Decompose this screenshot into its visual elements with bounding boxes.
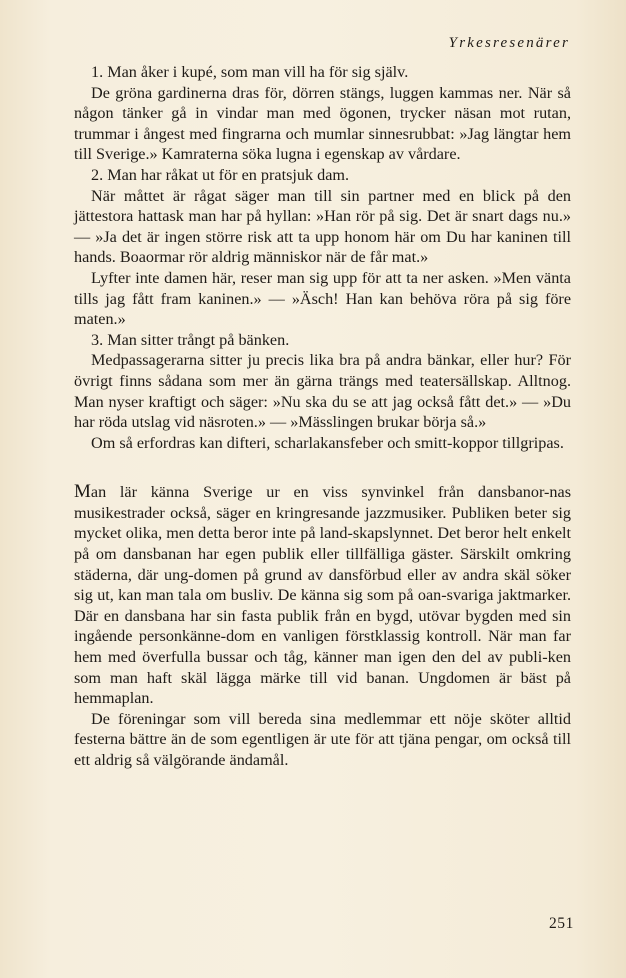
section-one-paragraph-8: Om så erfordras kan difteri, scharlakansfeber och smitt-koppor tillgripas. <box>91 433 564 452</box>
section-one-paragraph-2: De gröna gardinerna dras för, dörren stängs, luggen kammas ner. När så någon tänker gå in vindar man med ögonen, trycker näsan mot rutan, trummar i ångest med fingrarna och mumlar sinnesrubbat: »Jag längtar hem till Sverige.» Kamraterna söka lugna i egenskap av vårdare. <box>74 83 571 164</box>
section-one-paragraph-7: Medpassagerarna sitter ju precis lika bra på andra bänkar, eller hur? För övrigt finns sådana som mer än gärna trängs med teatersällskap. Alltnog. Man nyser kraftigt och säger: »Nu ska du se att jag också fått det.» — »Du har röda utslag vid näsroten.» — »Mässlingen brukar börja så.» <box>74 351 571 432</box>
section-one-paragraph-5: Lyfter inte damen här, reser man sig upp för att ta ner asken. »Men vänta tills jag fått fram kaninen.» — »Äsch! Han kan behöva röra på sig före maten.» <box>74 268 571 329</box>
section-one-paragraph-1: 1. Man åker i kupé, som man vill ha för sig själv. <box>91 63 409 81</box>
section-two-paragraph-1 <box>74 482 571 709</box>
section-two-paragraph-2: De föreningar som vill bereda sina medlemmar ett nöje sköter alltid festerna bättre än de som egentligen är ute för att tjäna pengar, om också till ett aldrig så välgörande ändamål. <box>74 709 571 769</box>
running-header: Yrkesresenärer <box>448 35 570 51</box>
page-text <box>74 62 571 771</box>
section-two-paragraph-1-text: an lär känna Sverige ur en viss synvinkel från dansbanor-nas musikestrader också, säger en kringresande jazzmusiker. Publiken beter sig mycket olika, men detta beror inte på land-skapslynnet. Det beror helt enkelt på om dansbanan har egen publik eller tillfälliga gäster. Särskilt omkring städerna, där ung-domen på grund av dansförbud eller av andra skäl söker sig ut, kan man tala om busliv. De känna sig som på oan-svariga jaktmarker. Där en dansbana har sin fasta publik från en bygd, utövar bygden med sin ingående personkänne-dom en vanligen förstklassig kontroll. När man far hem med överfulla bussar och tåg, känner man igen den del av publi-ken som man haft skäl lägga märke till vid banan. Ungdomen är bäst på hemmaplan. <box>74 483 571 708</box>
page-number: 251 <box>548 915 574 932</box>
section-one-paragraph-6: 3. Man sitter trångt på bänken. <box>91 330 290 349</box>
section-one-paragraph-3: 2. Man har råkat ut för en pratsjuk dam. <box>91 165 350 184</box>
section-one-paragraph-4: När måttet är rågat säger man till sin partner med en blick på den jättestora hattask man har på hyllan: »Han rör på sig. Det är snart dags nu.» — »Ja det är ingen större risk att ta upp honom här om Du har kaninen till hands. Boaormar rör aldrig människor när de får mat.» <box>74 186 571 267</box>
drop-cap: M <box>74 481 91 503</box>
